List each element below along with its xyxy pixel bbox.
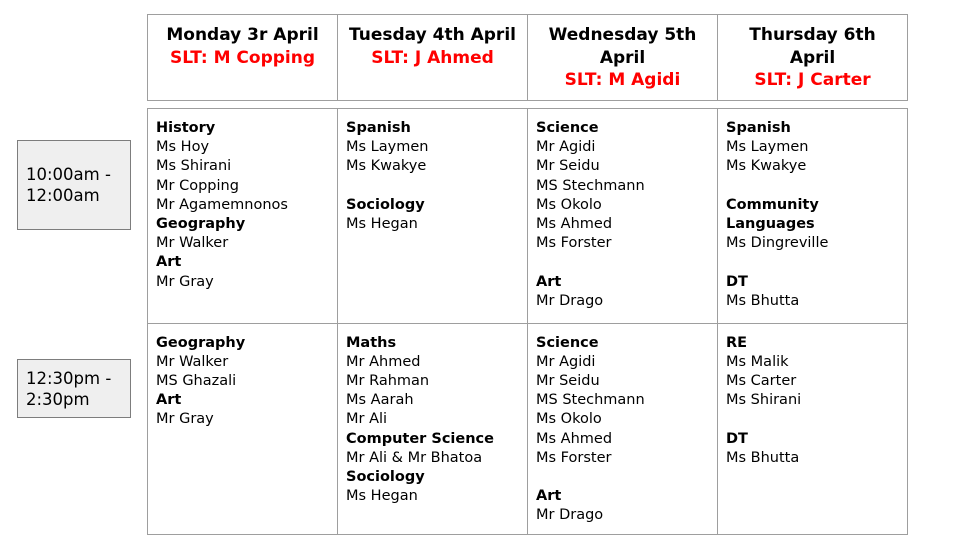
- staff-name: Ms Hegan: [346, 216, 418, 232]
- cell-content: [726, 119, 899, 311]
- staff-name: Ms Hoy: [156, 139, 210, 156]
- timetable-body: [147, 108, 908, 535]
- slot-cell: [528, 323, 718, 535]
- staff-name: Mr Seidu: [536, 372, 600, 389]
- subject-name: DT: [726, 430, 748, 447]
- staff-name: Ms Aarah: [346, 392, 414, 409]
- slot-cell: [718, 109, 908, 324]
- cell-content: [346, 119, 519, 234]
- subject-name: Geography: [156, 216, 246, 233]
- day-title: Thursday 6th April: [749, 25, 876, 68]
- staff-name: Mr Ali: [346, 411, 388, 428]
- staff-name: Ms Carter: [726, 372, 797, 389]
- staff-name: Ms Malik: [726, 353, 789, 370]
- staff-name: Mr Agidi: [536, 353, 596, 370]
- staff-name: Mr Walker: [156, 353, 229, 370]
- subject-name: History: [156, 120, 216, 136]
- spacer: [726, 253, 899, 272]
- staff-name: MS Ghazali: [156, 372, 237, 389]
- time-slot-label-1: 10:00am - 12:00am: [17, 140, 131, 230]
- day-header-table: [147, 14, 908, 101]
- day-header-monday: [148, 15, 338, 101]
- spacer: [726, 410, 899, 429]
- staff-name: Ms Hegan: [346, 488, 418, 505]
- spacer: [536, 468, 709, 487]
- subject-name: Science: [536, 120, 599, 136]
- staff-name: Mr Ali & Mr Bhatoa: [346, 449, 483, 466]
- staff-name: Ms Forster: [536, 235, 612, 252]
- subject-name: RE: [726, 334, 748, 351]
- staff-name: Mr Walker: [156, 235, 229, 252]
- staff-name: Ms Laymen: [346, 139, 429, 156]
- subject-name: Spanish: [726, 120, 791, 136]
- subject-name: Computer Science: [346, 430, 494, 447]
- subject-name: Science: [536, 334, 599, 351]
- slt-name: SLT: M Agidi: [564, 70, 681, 90]
- staff-name: Ms Kwakye: [726, 158, 807, 175]
- slot-cell: [338, 109, 528, 324]
- day-title: Monday 3r April: [166, 25, 319, 45]
- staff-name: Ms Kwakye: [346, 158, 427, 175]
- spacer: [726, 177, 899, 196]
- staff-name: Mr Seidu: [536, 158, 600, 175]
- morning-slot-row: [148, 109, 908, 324]
- subject-name: Spanish: [346, 120, 411, 136]
- subject-name: Geography: [156, 334, 246, 351]
- slot-cell: [148, 109, 338, 324]
- cell-content: [536, 334, 709, 526]
- afternoon-slot-row: [148, 323, 908, 535]
- cell-content: [346, 334, 519, 507]
- staff-name: Mr Rahman: [346, 372, 430, 389]
- subject-name: Maths: [346, 334, 397, 351]
- cell-content: [156, 334, 329, 430]
- subject-name: Art: [156, 254, 182, 271]
- staff-name: Ms Okolo: [536, 196, 602, 213]
- staff-name: Mr Drago: [536, 507, 604, 524]
- slot-cell: [338, 323, 528, 535]
- staff-name: Mr Drago: [536, 292, 604, 309]
- cell-content: [536, 119, 709, 311]
- staff-name: Mr Agamemnonos: [156, 196, 288, 213]
- staff-name: Mr Copping: [156, 177, 239, 194]
- day-title: Wednesday 5th April: [548, 25, 697, 68]
- day-header-thursday: [718, 15, 908, 101]
- staff-name: Mr Ahmed: [346, 353, 421, 370]
- day-header-row: [148, 15, 908, 101]
- staff-name: Ms Okolo: [536, 411, 602, 428]
- staff-name: MS Stechmann: [536, 392, 645, 409]
- staff-name: Ms Ahmed: [536, 430, 613, 447]
- slt-name: SLT: J Ahmed: [371, 47, 494, 68]
- day-title: Tuesday 4th April: [349, 25, 516, 45]
- staff-name: Mr Agidi: [536, 139, 596, 156]
- slt-name: SLT: J Carter: [754, 70, 871, 90]
- time-slot-label-2: 12:30pm - 2:30pm: [17, 359, 131, 418]
- slt-name: SLT: M Copping: [169, 47, 316, 68]
- slot-cell: [718, 323, 908, 535]
- slot-cell: [528, 109, 718, 324]
- subject-name: Art: [156, 392, 182, 409]
- subject-name: Sociology: [346, 468, 425, 485]
- staff-name: Ms Bhutta: [726, 449, 800, 466]
- slot-cell: [148, 323, 338, 535]
- staff-name: Ms Bhutta: [726, 292, 800, 309]
- staff-name: MS Stechmann: [536, 177, 645, 194]
- spacer: [536, 253, 709, 272]
- staff-name: Ms Dingreville: [726, 235, 829, 252]
- staff-name: Mr Gray: [156, 411, 214, 428]
- staff-name: Ms Shirani: [726, 392, 802, 409]
- staff-name: Ms Laymen: [726, 139, 809, 156]
- staff-name: Ms Forster: [536, 449, 612, 466]
- day-header-tuesday: [338, 15, 528, 101]
- subject-name: Art: [536, 488, 562, 505]
- cell-content: [156, 119, 329, 292]
- subject-name: Sociology: [346, 196, 425, 213]
- subject-name: DT: [726, 273, 748, 290]
- staff-name: Ms Ahmed: [536, 216, 613, 233]
- staff-name: Ms Shirani: [156, 158, 232, 175]
- spacer: [346, 177, 519, 196]
- staff-name: Mr Gray: [156, 273, 214, 290]
- subject-name: Community Languages: [726, 196, 819, 232]
- day-header-wednesday: [528, 15, 718, 101]
- subject-name: Art: [536, 273, 562, 290]
- cell-content: [726, 334, 899, 468]
